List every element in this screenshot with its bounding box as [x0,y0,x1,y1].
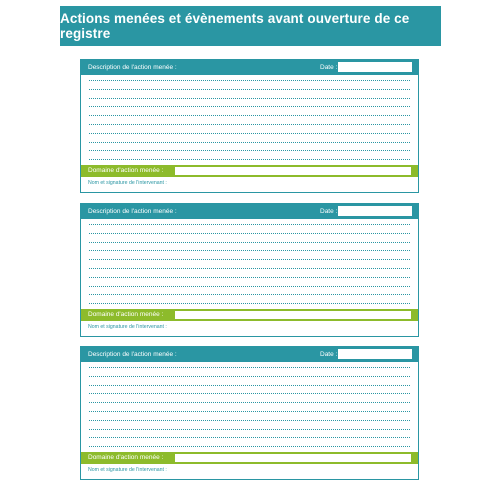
signature-label: Nom et signature de l'intervenant : [88,467,167,473]
domain-label: Domaine d'action menée : [88,311,164,318]
date-field[interactable] [338,62,412,72]
description-label: Description de l'action menée : [88,208,177,215]
section-header [81,347,418,362]
domain-row [81,165,418,177]
page-title: Actions menées et évènements avant ouverture de ce registre [60,6,441,46]
date-field[interactable] [338,349,412,359]
domain-field[interactable] [174,310,412,320]
description-label: Description de l'action menée : [88,351,177,358]
section-header [81,60,418,75]
description-lines[interactable] [89,367,410,455]
date-label: Date : [320,64,338,71]
action-section-3 [80,346,419,480]
domain-row [81,309,418,321]
domain-field[interactable] [174,453,412,463]
description-lines[interactable] [89,224,410,312]
date-label: Date : [320,351,338,358]
action-section-2 [80,203,419,337]
domain-field[interactable] [174,166,412,176]
signature-label: Nom et signature de l'intervenant : [88,180,167,186]
domain-label: Domaine d'action menée : [88,454,164,461]
action-section-1 [80,59,419,193]
domain-row [81,452,418,464]
section-header [81,204,418,219]
domain-label: Domaine d'action menée : [88,167,164,174]
date-field[interactable] [338,206,412,216]
description-label: Description de l'action menée : [88,64,177,71]
signature-label: Nom et signature de l'intervenant : [88,324,167,330]
description-lines[interactable] [89,80,410,168]
date-label: Date : [320,208,338,215]
